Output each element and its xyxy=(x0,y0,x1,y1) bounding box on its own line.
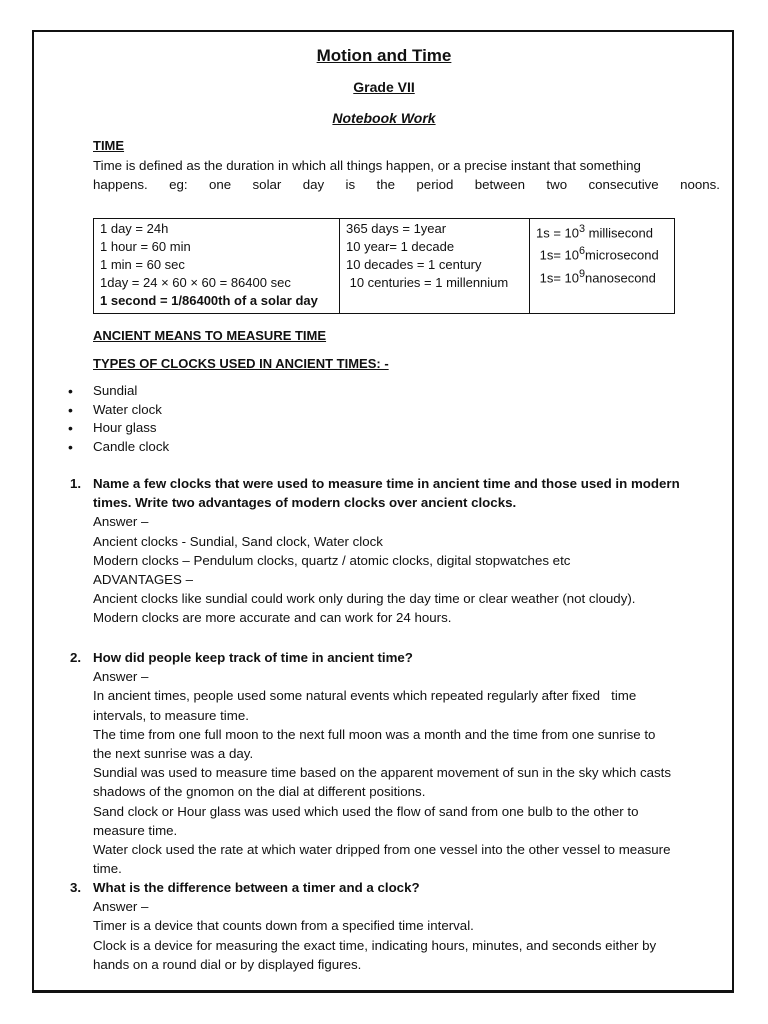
clock-types-heading: TYPES OF CLOCKS USED IN ANCIENT TIMES: - xyxy=(93,356,389,371)
answer-line: the next sunrise was a day. xyxy=(93,746,254,762)
answer-line: Water clock used the rate at which water dripped from one vessel into the other vessel to measure xyxy=(93,842,671,858)
answer-line: Sundial was used to measure time based on the apparent movement of sun in the sky which casts xyxy=(93,765,671,781)
answer-line: ADVANTAGES – xyxy=(93,572,193,588)
answer-line: Modern clocks – Pendulum clocks, quartz / atomic clocks, digital stopwatches etc xyxy=(93,552,571,568)
clock-types-list xyxy=(68,382,169,456)
answer-line: In ancient times, people used some natural events which repeated regularly after fixed time xyxy=(93,688,637,704)
page-border-bottom xyxy=(32,990,734,993)
answer-line: Answer – xyxy=(93,669,149,685)
table-cell: 365 days = 1year xyxy=(346,221,447,236)
answer-line: The time from one full moon to the next full moon was a month and the time from one sunrise to xyxy=(93,726,656,742)
table-cell: 1 day = 24h xyxy=(100,221,169,236)
question-1 xyxy=(70,474,722,628)
answer-line: hands on a round dial or by displayed figures. xyxy=(93,956,362,972)
table-cell-text: millisecond xyxy=(585,225,653,241)
table-cell: 10 decades = 1 century xyxy=(346,257,482,272)
table-cell: 1day = 24 × 60 × 60 = 86400 sec xyxy=(100,275,291,290)
time-definition xyxy=(93,156,720,194)
list-item: • Sundial xyxy=(68,382,169,401)
exponent: 3 xyxy=(579,223,586,235)
answer-line: Answer – xyxy=(93,514,149,530)
question-3 xyxy=(70,878,722,974)
table-cell: 1 min = 60 sec xyxy=(100,257,185,272)
answer-line: Timer is a device that counts down from a specified time interval. xyxy=(93,918,474,934)
answer-line: Clock is a device for measuring the exact time, indicating hours, minutes, and seconds either by xyxy=(93,937,657,953)
table-col-years xyxy=(340,219,530,314)
time-definition-line-2: happens. eg: one solar day is the period between two consecutive noons. xyxy=(93,177,720,192)
answer-line: Answer – xyxy=(93,899,149,915)
exponent: 6 xyxy=(579,245,586,258)
question-number: 2. xyxy=(70,650,82,665)
grade-label: Grade VII xyxy=(353,79,415,95)
list-item: • Candle clock xyxy=(68,438,169,457)
table-cell-text: nanosecond xyxy=(585,269,656,285)
answer-line: Ancient clocks - Sundial, Sand clock, Water clock xyxy=(93,533,383,549)
table-col-days xyxy=(94,219,340,314)
list-item: • Water clock xyxy=(68,401,169,420)
table-cell: 1 hour = 60 min xyxy=(100,239,191,254)
time-heading: TIME xyxy=(93,138,125,153)
table-cell-text: 1s= 10 xyxy=(536,269,580,285)
question-2 xyxy=(70,648,722,878)
table-col-seconds xyxy=(530,219,675,314)
table-cell: 10 year= 1 decade xyxy=(346,239,455,254)
answer-line: intervals, to measure time. xyxy=(93,707,249,723)
answer-line: shadows of the gnomon on the dial at different positions. xyxy=(93,784,426,800)
ancient-means-heading: ANCIENT MEANS TO MEASURE TIME xyxy=(93,328,327,343)
table-cell: 10 centuries = 1 millennium xyxy=(346,275,509,290)
table-cell xyxy=(536,242,668,264)
time-units-table xyxy=(93,218,675,314)
exponent: 9 xyxy=(579,267,586,280)
table-cell-text: 1s= 10 xyxy=(536,247,580,263)
question-text: How did people keep track of time in ancient time? xyxy=(93,650,413,665)
subtitle: Notebook Work xyxy=(332,110,436,126)
question-text: times. Write two advantages of modern clocks over ancient clocks. xyxy=(93,495,517,511)
document-title: Motion and Time xyxy=(316,46,452,65)
time-definition-line-1: Time is defined as the duration in which all things happen, or a precise instant that something xyxy=(93,158,641,173)
question-number: 1. xyxy=(70,476,82,491)
answer-line: time. xyxy=(93,861,122,877)
table-cell xyxy=(536,265,668,287)
table-cell: 1 second = 1/86400th of a solar day xyxy=(100,293,318,308)
table-cell-text: 1s = 10 xyxy=(536,225,580,241)
answer-line: Modern clocks are more accurate and can work for 24 hours. xyxy=(93,610,452,626)
answer-line: measure time. xyxy=(93,822,178,838)
question-text: What is the difference between a timer and a clock? xyxy=(93,880,420,895)
table-cell xyxy=(536,220,668,242)
answer-line: Sand clock or Hour glass was used which used the flow of sand from one bulb to the other to xyxy=(93,803,639,819)
question-number: 3. xyxy=(70,880,82,895)
table-cell-text: microsecond xyxy=(585,247,659,263)
answer-line: Ancient clocks like sundial could work only during the day time or clear weather (not cloudy). xyxy=(93,591,636,607)
list-item: • Hour glass xyxy=(68,419,169,438)
question-text: Name a few clocks that were used to measure time in ancient time and those used in modern xyxy=(93,476,680,491)
